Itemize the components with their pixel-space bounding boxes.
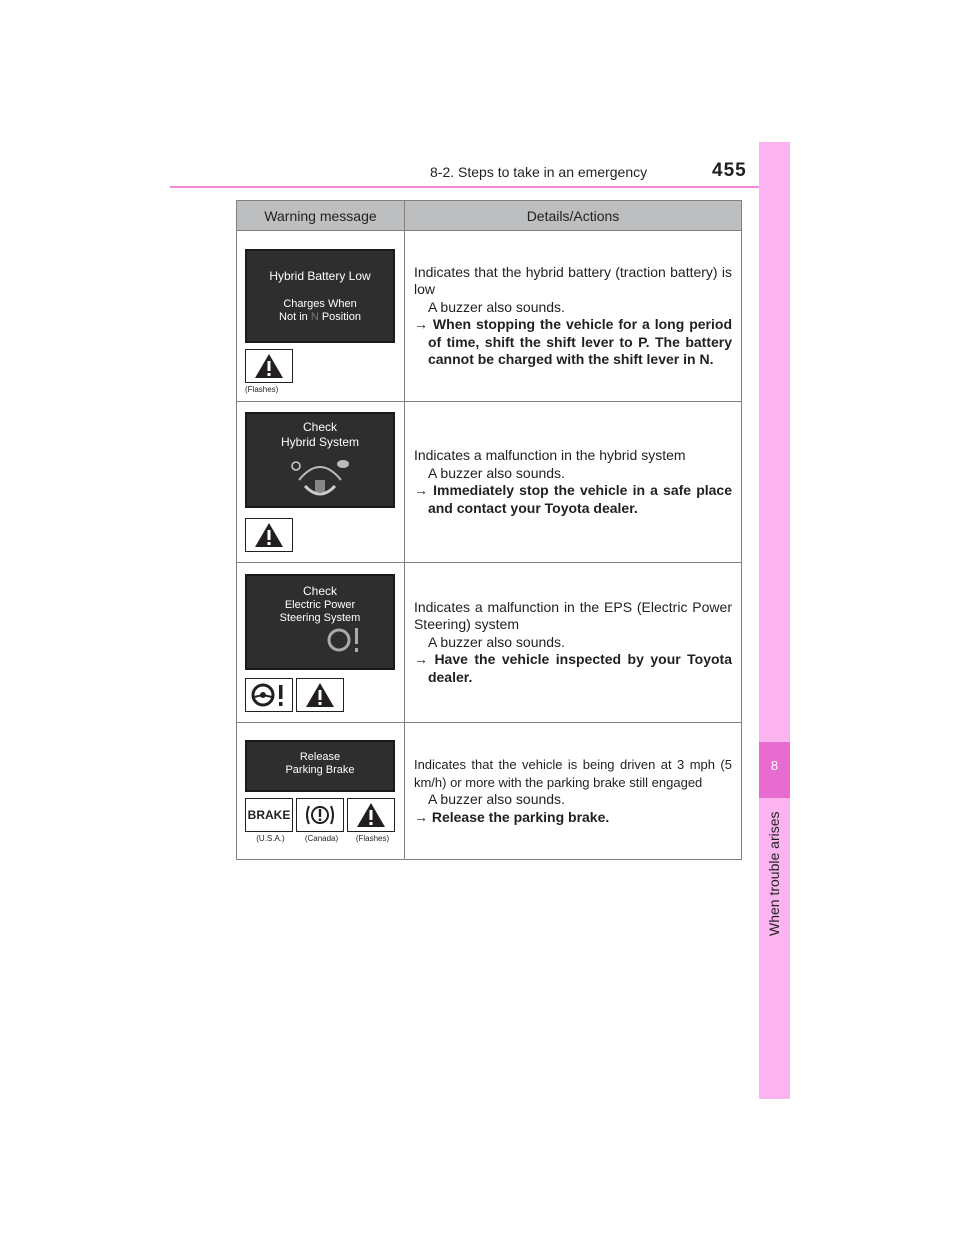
table-row — [237, 231, 742, 402]
arrow-icon: → — [413, 482, 428, 498]
warning-image-cell — [237, 231, 405, 402]
column-header-details: Details/Actions — [404, 201, 741, 231]
indication-text: Indicates that the hybrid battery (traction battery) is low — [413, 263, 732, 297]
action-text: → Release the parking brake. — [413, 808, 610, 825]
arrow-icon: → — [413, 651, 428, 668]
hybrid-system-graphic-icon — [285, 450, 355, 498]
warning-table — [236, 200, 742, 860]
icon-caption: (U.S.A.) — [256, 833, 285, 843]
screen-line: Steering System — [279, 612, 361, 625]
screen-line: Check — [302, 583, 337, 598]
screen-line: Parking Brake — [285, 764, 355, 777]
indication-text: Indicates a malfunction in the hybrid system — [413, 447, 686, 463]
page-number: 455 — [712, 160, 747, 181]
brake-circle-icon — [296, 798, 344, 832]
section-title: 8-2. Steps to take in an emergency — [430, 164, 648, 180]
table-row — [237, 723, 742, 860]
warning-image-cell — [237, 723, 405, 860]
details-cell — [404, 723, 741, 860]
chapter-number: 8 — [770, 758, 779, 773]
chapter-label: When trouble arises — [766, 811, 782, 936]
eps-graphic-icon — [315, 626, 375, 654]
table-row — [237, 563, 742, 723]
warning-triangle-icon — [296, 678, 344, 712]
display-screen-check-hybrid-system — [245, 412, 395, 508]
action-text: → Immediately stop the vehicle in a safe place and contact your Toyota dealer. — [413, 482, 733, 516]
action-text: → When stopping the vehicle for a long period of time, shift the shift lever to P. The battery cannot be charged with the shift lever in N. — [413, 316, 732, 367]
brake-text-icon: BRAKE — [245, 798, 293, 832]
display-screen-release-parking-brake — [245, 740, 395, 792]
screen-line: Hybrid System — [280, 435, 360, 449]
details-cell — [404, 563, 741, 723]
icon-caption: (Flashes) — [245, 384, 279, 394]
table-row — [237, 402, 742, 563]
header-rule — [170, 186, 790, 188]
arrow-icon: → — [413, 316, 428, 332]
warning-triangle-icon — [245, 349, 293, 383]
screen-line: Release — [299, 750, 341, 763]
indication-text: Indicates that the vehicle is being driven at 3 mph (5 km/h) or more with the parking brake still engaged — [413, 757, 732, 790]
arrow-icon: → — [413, 808, 428, 825]
details-cell — [404, 402, 741, 563]
table-header-row — [237, 201, 742, 231]
screen-line: Check — [302, 420, 337, 434]
warning-triangle-icon — [245, 518, 293, 552]
display-screen-hybrid-battery-low — [245, 249, 395, 343]
buzzer-text: A buzzer also sounds. — [427, 633, 565, 650]
warning-triangle-icon — [347, 798, 395, 832]
screen-line: Charges When — [283, 297, 357, 310]
details-cell — [404, 231, 741, 402]
steering-wheel-exclamation-icon — [245, 678, 293, 712]
buzzer-text: A buzzer also sounds. — [427, 298, 565, 315]
warning-image-cell — [237, 402, 405, 563]
screen-line: Not in N Position — [279, 311, 361, 324]
buzzer-text: A buzzer also sounds. — [427, 464, 565, 481]
icon-caption: (Canada) — [304, 833, 339, 843]
chapter-number-box — [759, 742, 790, 798]
indication-text: Indicates a malfunction in the EPS (Electric Power Steering) system — [413, 598, 732, 633]
screen-line: Electric Power — [284, 598, 356, 611]
warning-image-cell — [237, 563, 405, 723]
buzzer-text: A buzzer also sounds. — [427, 791, 565, 807]
action-text: → Have the vehicle inspected by your Toyota dealer. — [413, 651, 732, 685]
display-screen-check-eps — [245, 574, 395, 670]
icon-caption: (Flashes) — [355, 833, 390, 843]
screen-line: Hybrid Battery Low — [269, 268, 371, 283]
chapter-tab-band — [759, 142, 790, 1099]
column-header-warning: Warning message — [237, 201, 405, 231]
